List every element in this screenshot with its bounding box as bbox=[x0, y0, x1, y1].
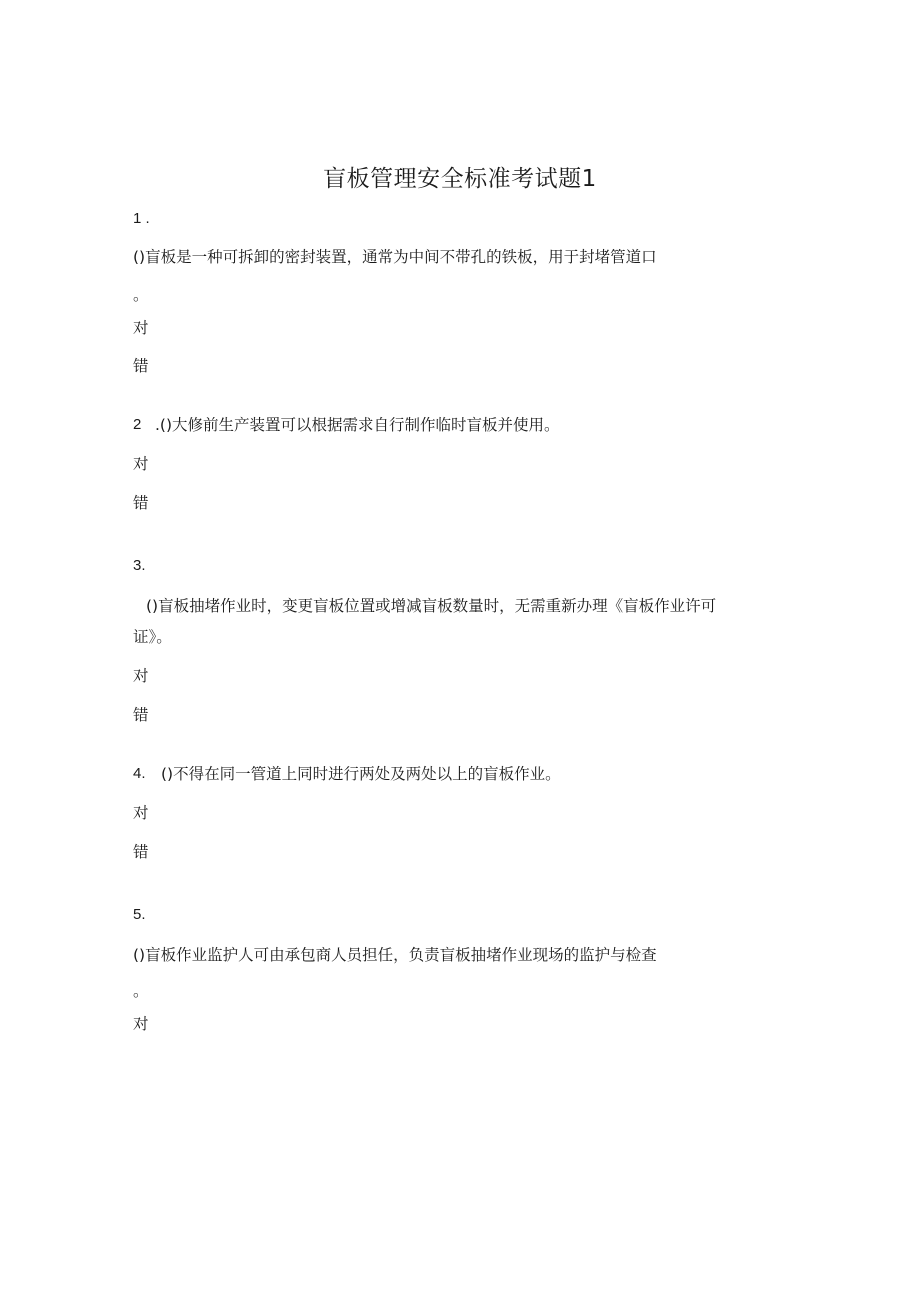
question-2-option-false[interactable]: 错 bbox=[133, 494, 149, 512]
question-4-number: 4. bbox=[133, 765, 146, 782]
question-5-text: ()盲板作业监护人可由承包商人员担任，负责盲板抽堵作业现场的监护与检查 bbox=[133, 946, 657, 964]
question-5-option-true[interactable]: 对 bbox=[133, 1015, 149, 1033]
question-3-option-true[interactable]: 对 bbox=[133, 667, 149, 685]
question-5-text-continued: 。 bbox=[133, 982, 149, 1000]
question-4-text: ()不得在同一管道上同时进行两处及两处以上的盲板作业。 bbox=[161, 765, 561, 783]
question-3-text: ()盲板抽堵作业时，变更盲板位置或增减盲板数量时，无需重新办理《盲板作业许可 bbox=[146, 597, 717, 615]
question-1-number: 1 . bbox=[133, 210, 150, 227]
question-2-number: 2 bbox=[133, 416, 142, 433]
question-3-option-false[interactable]: 错 bbox=[133, 706, 149, 724]
question-2-option-true[interactable]: 对 bbox=[133, 455, 149, 473]
question-1-text-continued: 。 bbox=[133, 286, 149, 304]
question-3-text-continued: 证》。 bbox=[133, 628, 172, 646]
question-1-text: ()盲板是一种可拆卸的密封装置，通常为中间不带孔的铁板，用于封堵管道口 bbox=[133, 248, 657, 266]
question-2-text: .()大修前生产装置可以根据需求自行制作临时盲板并使用。 bbox=[155, 416, 560, 434]
question-1-option-false[interactable]: 错 bbox=[133, 357, 149, 375]
question-1-option-true[interactable]: 对 bbox=[133, 319, 149, 337]
question-3-number: 3. bbox=[133, 557, 146, 574]
question-5-number: 5. bbox=[133, 906, 146, 923]
question-4-option-false[interactable]: 错 bbox=[133, 843, 149, 861]
page-title: 盲板管理安全标准考试题1 bbox=[323, 166, 597, 192]
question-4-option-true[interactable]: 对 bbox=[133, 804, 149, 822]
